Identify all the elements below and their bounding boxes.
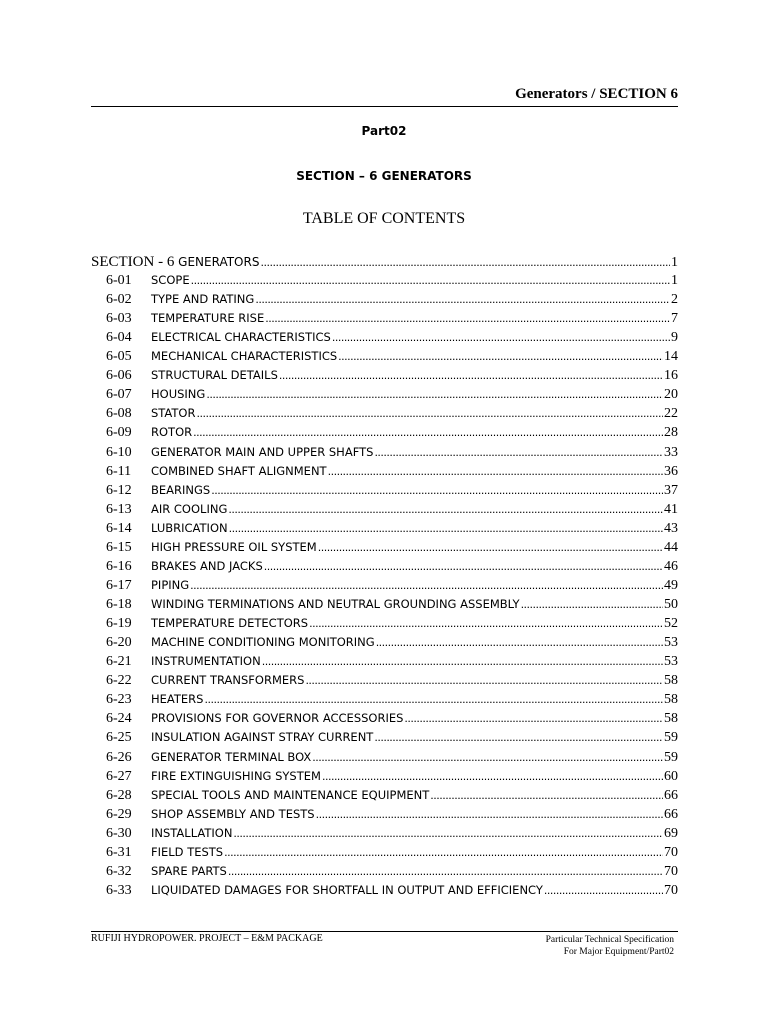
toc-entry-page: 66 — [664, 806, 678, 822]
toc-entry-page: 69 — [664, 825, 678, 841]
toc-entry-number: 6-23 — [106, 692, 132, 708]
footer-spec-line2: For Major Equipment/Part02 — [563, 947, 674, 957]
toc-entry-number: 6-22 — [106, 673, 132, 689]
toc-leader-dots — [264, 560, 663, 573]
toc-main-page: 1 — [671, 255, 678, 270]
toc-entry-page: 70 — [664, 844, 678, 860]
toc-entry-label: TYPE AND RATING — [151, 292, 255, 307]
toc-entry-page: 36 — [664, 463, 678, 479]
toc-entry-label: AIR COOLING — [151, 501, 228, 516]
toc-entry-label: FIELD TESTS — [151, 844, 224, 859]
toc-entry-page: 46 — [664, 558, 678, 574]
toc-entry-page: 22 — [664, 406, 678, 422]
toc-entry[interactable] — [91, 883, 678, 902]
toc-entry-number: 6-01 — [106, 273, 132, 288]
toc-entry-page: 41 — [664, 501, 678, 517]
toc-entry-number: 6-07 — [106, 387, 132, 403]
toc-entry-number: 6-06 — [106, 368, 132, 384]
footer-spec-line1: Particular Technical Specification — [545, 935, 674, 945]
toc-entry[interactable] — [91, 769, 678, 788]
toc-entry-number: 6-12 — [106, 482, 132, 498]
footer-project: RUFIJI HYDROPOWER. PROJECT – E&M PACKAGE — [91, 933, 323, 944]
toc-entry-number: 6-18 — [106, 597, 132, 613]
toc-entry[interactable] — [91, 730, 678, 749]
toc-entry-number: 6-31 — [106, 844, 132, 860]
toc-entry-number: 6-25 — [106, 730, 132, 746]
toc-leader-dots — [430, 789, 663, 802]
toc-leader-dots — [229, 522, 663, 535]
toc-leader-dots — [224, 846, 663, 859]
toc-entry-page: 59 — [664, 749, 678, 765]
toc-entry[interactable] — [91, 750, 678, 769]
toc-entry-page: 58 — [664, 711, 678, 727]
toc-entry-label: COMBINED SHAFT ALIGNMENT — [151, 463, 327, 478]
toc-entry-number: 6-14 — [106, 520, 132, 536]
toc-entry-page: 43 — [664, 520, 678, 536]
toc-leader-dots — [544, 884, 663, 897]
toc-entry-page: 70 — [664, 882, 678, 898]
toc-entry-page: 50 — [664, 597, 678, 613]
toc-entry[interactable] — [91, 597, 678, 616]
toc-entry-label: HEATERS — [151, 692, 204, 707]
toc-entry-number: 6-20 — [106, 635, 132, 651]
toc-entry-number: 6-27 — [106, 768, 132, 784]
toc-entry-label: SPECIAL TOOLS AND MAINTENANCE EQUIPMENT — [151, 787, 430, 802]
toc-leader-dots — [255, 293, 670, 306]
toc-leader-dots — [196, 407, 663, 420]
toc-entry-number: 6-02 — [106, 292, 132, 308]
toc-entry[interactable] — [91, 559, 678, 578]
toc-entry[interactable] — [91, 387, 678, 406]
toc-entry-number: 6-16 — [106, 558, 132, 574]
toc-entry-label: CURRENT TRANSFORMERS — [151, 673, 305, 688]
toc-main-prefix: SECTION - 6 — [91, 254, 175, 270]
toc-leader-dots — [191, 274, 670, 287]
toc-leader-dots — [316, 808, 663, 821]
toc-entry-label: SPARE PARTS — [151, 863, 227, 878]
toc-entry[interactable] — [91, 273, 678, 292]
toc-entry[interactable] — [91, 616, 678, 635]
toc-entry-page: 33 — [664, 444, 678, 460]
toc-entry[interactable] — [91, 502, 678, 521]
toc-entry-page: 14 — [664, 349, 678, 365]
toc-leader-dots — [262, 655, 663, 668]
toc-entry-page: 58 — [664, 673, 678, 689]
toc-entry[interactable] — [91, 635, 678, 654]
footer-spec — [546, 934, 674, 958]
toc-entry[interactable] — [91, 311, 678, 330]
toc-entry-label: GENERATOR MAIN AND UPPER SHAFTS — [151, 444, 374, 459]
toc-entry-page: 70 — [664, 863, 678, 879]
page-header — [91, 86, 678, 107]
toc-title: TABLE OF CONTENTS — [302, 210, 466, 227]
toc-entry-label: PROVISIONS FOR GOVERNOR ACCESSORIES — [151, 711, 404, 726]
toc-leader-dots — [265, 312, 670, 325]
toc-entry-number: 6-13 — [106, 501, 132, 517]
toc-entry-label: STRUCTURAL DETAILS — [151, 368, 278, 383]
toc-entry-page: 1 — [671, 273, 678, 288]
toc-entry-label: FIRE EXTINGUISHING SYSTEM — [151, 768, 321, 783]
toc-entry[interactable] — [91, 368, 678, 387]
toc-leader-dots — [332, 331, 670, 344]
toc-leader-dots — [338, 350, 663, 363]
toc-entry-number: 6-29 — [106, 806, 132, 822]
toc-entry-label: MECHANICAL CHARACTERISTICS — [151, 349, 338, 364]
toc-entry-page: 53 — [664, 654, 678, 670]
toc-entry-label: WINDING TERMINATIONS AND NEUTRAL GROUNDING ASSEMBLY — [151, 597, 520, 612]
toc-leader-dots — [318, 541, 663, 554]
toc-entry-page: 37 — [664, 482, 678, 498]
toc-entry[interactable] — [91, 521, 678, 540]
toc-leader-dots — [190, 579, 663, 592]
toc-entry[interactable] — [91, 349, 678, 368]
toc-entry-page: 16 — [664, 368, 678, 384]
toc-entry-label: SCOPE — [151, 273, 190, 287]
toc-leader-dots — [228, 503, 663, 516]
toc-entry-label: INSTALLATION — [151, 825, 233, 840]
toc-entry-label: ELECTRICAL CHARACTERISTICS — [151, 330, 331, 345]
toc-entry-number: 6-11 — [106, 463, 132, 479]
toc-entry-label: INSTRUMENTATION — [151, 654, 261, 669]
toc-entry[interactable] — [91, 788, 678, 807]
toc-leader-dots — [305, 674, 663, 687]
toc-entry[interactable] — [91, 540, 678, 559]
part-label: Part02 — [361, 124, 407, 138]
toc-entry-number: 6-19 — [106, 616, 132, 632]
toc-main-label: GENERATORS — [178, 255, 260, 269]
toc-entry-number: 6-15 — [106, 539, 132, 555]
toc-entry[interactable] — [91, 483, 678, 502]
header-title: Generators / SECTION 6 — [515, 86, 678, 102]
toc-entry-number: 6-03 — [106, 311, 132, 327]
toc-entry-page: 66 — [664, 787, 678, 803]
toc-entry-number: 6-30 — [106, 825, 132, 841]
toc-entry[interactable] — [91, 654, 678, 673]
toc-entry-number: 6-17 — [106, 577, 132, 593]
toc-entry-label: LIQUIDATED DAMAGES FOR SHORTFALL IN OUTPUT AND EFFICIENCY — [151, 882, 543, 897]
toc-entry-label: BRAKES AND JACKS — [151, 558, 263, 573]
toc-entry-label: TEMPERATURE RISE — [151, 311, 265, 326]
toc-entry[interactable] — [91, 464, 678, 483]
toc-leader-dots — [322, 770, 663, 783]
toc-entry-label: MACHINE CONDITIONING MONITORING — [151, 635, 375, 650]
toc-entry[interactable] — [91, 330, 678, 349]
toc-entry[interactable] — [91, 673, 678, 692]
toc-entry[interactable] — [91, 826, 678, 845]
toc-entry-label: HIGH PRESSURE OIL SYSTEM — [151, 539, 317, 554]
toc-entry[interactable] — [91, 692, 678, 711]
toc-main-entry[interactable] — [91, 254, 678, 273]
toc-entry-page: 59 — [664, 730, 678, 746]
toc-leader-dots — [404, 712, 663, 725]
toc-entry-number: 6-05 — [106, 349, 132, 365]
toc-entry[interactable] — [91, 864, 678, 883]
toc-leader-dots — [309, 617, 663, 630]
toc-entry-page: 58 — [664, 692, 678, 708]
toc-leader-dots — [521, 598, 663, 611]
toc-entry-page: 28 — [664, 425, 678, 441]
toc-entry-page: 52 — [664, 616, 678, 632]
toc-entry[interactable] — [91, 845, 678, 864]
toc-entry[interactable] — [91, 807, 678, 826]
toc-leader-dots — [233, 827, 663, 840]
toc-entry-number: 6-04 — [106, 330, 132, 346]
toc-leader-dots — [260, 256, 670, 269]
toc-entry-number: 6-08 — [106, 406, 132, 422]
toc-leader-dots — [211, 484, 663, 497]
toc-entry[interactable] — [91, 445, 678, 464]
toc-entry-number: 6-10 — [106, 444, 132, 460]
toc-entry[interactable] — [91, 406, 678, 425]
toc-entry-label: INSULATION AGAINST STRAY CURRENT — [151, 730, 374, 745]
toc-entry-number: 6-28 — [106, 787, 132, 803]
toc-entry-page: 44 — [664, 539, 678, 555]
toc-entry-label: HOUSING — [151, 387, 206, 402]
toc-entry[interactable] — [91, 292, 678, 311]
toc-entry-page: 20 — [664, 387, 678, 403]
toc-entry-page: 9 — [671, 330, 678, 346]
toc-entry[interactable] — [91, 578, 678, 597]
toc-leader-dots — [374, 731, 663, 744]
toc-entry-page: 2 — [671, 292, 678, 308]
toc-entry-label: SHOP ASSEMBLY AND TESTS — [151, 806, 315, 821]
toc-entry[interactable] — [91, 711, 678, 730]
toc-leader-dots — [328, 465, 663, 478]
toc-leader-dots — [204, 693, 663, 706]
toc-entry-number: 6-26 — [106, 749, 132, 765]
toc-leader-dots — [206, 388, 663, 401]
toc-entry-number: 6-21 — [106, 654, 132, 670]
toc-entry-label: STATOR — [151, 406, 196, 421]
toc-entry[interactable] — [91, 425, 678, 444]
toc-entry-page: 7 — [671, 311, 678, 327]
toc-entry-label: TEMPERATURE DETECTORS — [151, 616, 309, 631]
toc-entry-label: LUBRICATION — [151, 520, 228, 535]
toc-entry-label: PIPING — [151, 577, 190, 592]
toc-entry-label: GENERATOR TERMINAL BOX — [151, 749, 312, 764]
toc-entry-label: ROTOR — [151, 425, 193, 440]
toc-leader-dots — [193, 426, 663, 439]
toc-entry-label: BEARINGS — [151, 482, 211, 497]
toc-leader-dots — [312, 751, 663, 764]
toc-entry-page: 53 — [664, 635, 678, 651]
toc-leader-dots — [279, 369, 663, 382]
footer-divider — [91, 931, 678, 932]
toc-entry-page: 60 — [664, 768, 678, 784]
section-title: SECTION – 6 GENERATORS — [296, 169, 472, 183]
toc-entry-number: 6-24 — [106, 711, 132, 727]
toc-entry-number: 6-09 — [106, 425, 132, 441]
toc-leader-dots — [228, 865, 663, 878]
toc-entry-number: 6-33 — [106, 882, 132, 898]
toc-leader-dots — [376, 636, 663, 649]
toc-entry-number: 6-32 — [106, 863, 132, 879]
toc-leader-dots — [374, 446, 663, 459]
toc-entry-page: 49 — [664, 577, 678, 593]
